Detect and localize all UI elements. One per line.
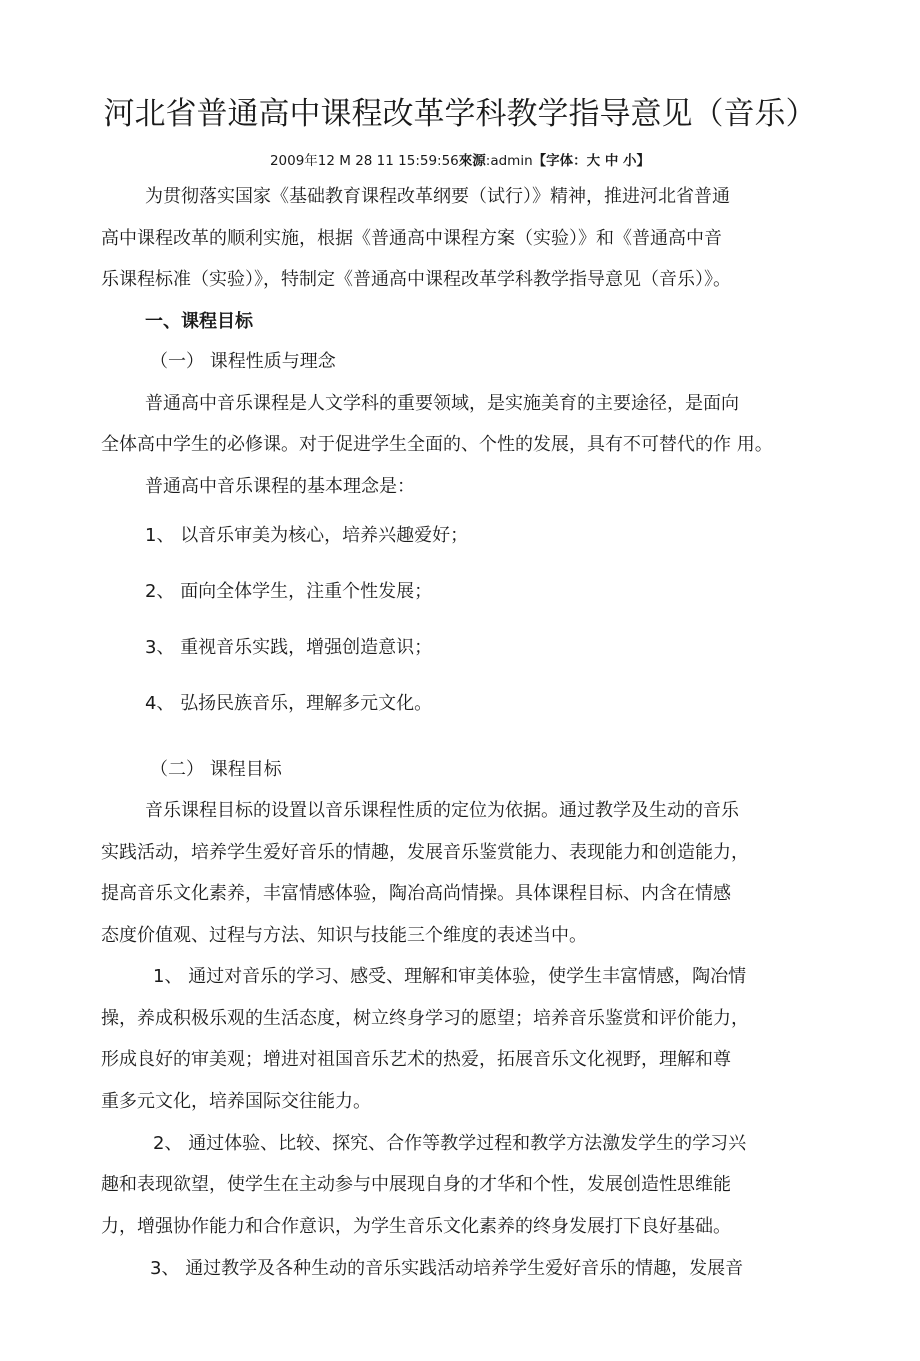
list-item-text: 弘扬民族音乐，理解多元文化。 [180, 693, 433, 714]
list-item [145, 636, 432, 660]
list-item [145, 580, 432, 604]
goals-para-line-1: 音乐课程目标的设置以音乐课程性质的定位为依据。通过教学及生动的音乐 [145, 800, 739, 821]
goal-2-line-2: 趣和表现欲望，使学生在主动参与中展现自身的才华和个性，发展创造性思维能 [101, 1174, 731, 1195]
subsection-heading-2: （二） 课程目标 [150, 759, 282, 780]
source-label: 來源 [458, 153, 486, 169]
list-item [145, 524, 468, 548]
nature-para-line-1: 普通高中音乐课程是人文学科的重要领域，是实施美育的主要途径，是面向 [145, 393, 739, 414]
list-item-number: 4、 [145, 693, 175, 714]
intro-line-3: 乐课程标准（实验）》，特制定《普通高中课程改革学科教学指导意见（音乐）》。 [101, 269, 731, 290]
goals-para-line-4: 态度价值观、过程与方法、知识与技能三个维度的表述当中。 [101, 925, 587, 946]
publish-date: 2009年12 M 28 11 15:59:56 [269, 153, 459, 169]
article-meta: 2009年12 M 28 11 15:59:56來源:admin【字体：大 中 小】 [269, 153, 651, 169]
goals-para-line-2: 实践活动，培养学生爱好音乐的情趣，发展音乐鉴赏能力、表现能力和创造能力， [101, 842, 749, 863]
list-item-text: 以音乐审美为核心，培养兴趣爱好； [180, 525, 469, 546]
list-item [145, 692, 432, 716]
list-item-number: 2、 [145, 581, 175, 602]
subsection-heading-1: （一） 课程性质与理念 [150, 351, 336, 372]
document-title: 河北省普通高中课程改革学科教学指导意见（音乐） [103, 96, 817, 132]
goal-1-line-4: 重多元文化，培养国际交往能力。 [101, 1091, 371, 1112]
list-item-number: 3、 [145, 637, 175, 658]
nature-para-line-2: 全体高中学生的必修课。对于促进学生全面的、个性的发展，具有不可替代的作 用。 [101, 434, 773, 455]
list-item-text: 面向全体学生，注重个性发展； [180, 581, 433, 602]
goal-3-line-1: 3、 通过教学及各种生动的音乐实践活动培养学生爱好音乐的情趣，发展音 [150, 1258, 744, 1279]
intro-line-2: 高中课程改革的顺利实施，根据《普通高中课程方案（实验）》和《普通高中音 [101, 228, 722, 249]
list-item-text: 重视音乐实践，增强创造意识； [180, 637, 433, 658]
goal-number: 1、 [153, 966, 183, 987]
goal-number: 2、 [153, 1133, 183, 1154]
goal-2-line-1: 2、 通过体验、比较、探究、合作等教学过程和教学方法激发学生的学习兴 [153, 1133, 747, 1154]
goal-1-line-3: 形成良好的审美观；增进对祖国音乐艺术的热爱，拓展音乐文化视野，理解和尊 [101, 1049, 731, 1070]
goal-2-line-3: 力，增强协作能力和合作意识，为学生音乐文化素养的终身发展打下良好基础。 [101, 1216, 731, 1237]
section-heading: 一、课程目标 [145, 311, 253, 332]
list-item-number: 1、 [145, 525, 175, 546]
goal-1-line-2: 操，养成积极乐观的生活态度，树立终身学习的愿望；培养音乐鉴赏和评价能力， [101, 1008, 749, 1029]
goal-number: 3、 [150, 1258, 180, 1279]
font-size-selector[interactable]: 【字体：大 中 小】 [532, 153, 651, 169]
goals-para-line-3: 提高音乐文化素养，丰富情感体验，陶冶高尚情操。具体课程目标、内含在情感 [101, 883, 731, 904]
goal-1-line-1: 1、 通过对音乐的学习、感受、理解和审美体验，使学生丰富情感，陶冶情 [153, 966, 747, 987]
intro-line-1: 为贯彻落实国家《基础教育课程改革纲要（试行）》精神，推进河北省普通 [145, 186, 730, 207]
concept-lead: 普通高中音乐课程的基本理念是： [145, 476, 415, 497]
source-value: admin [490, 153, 533, 169]
